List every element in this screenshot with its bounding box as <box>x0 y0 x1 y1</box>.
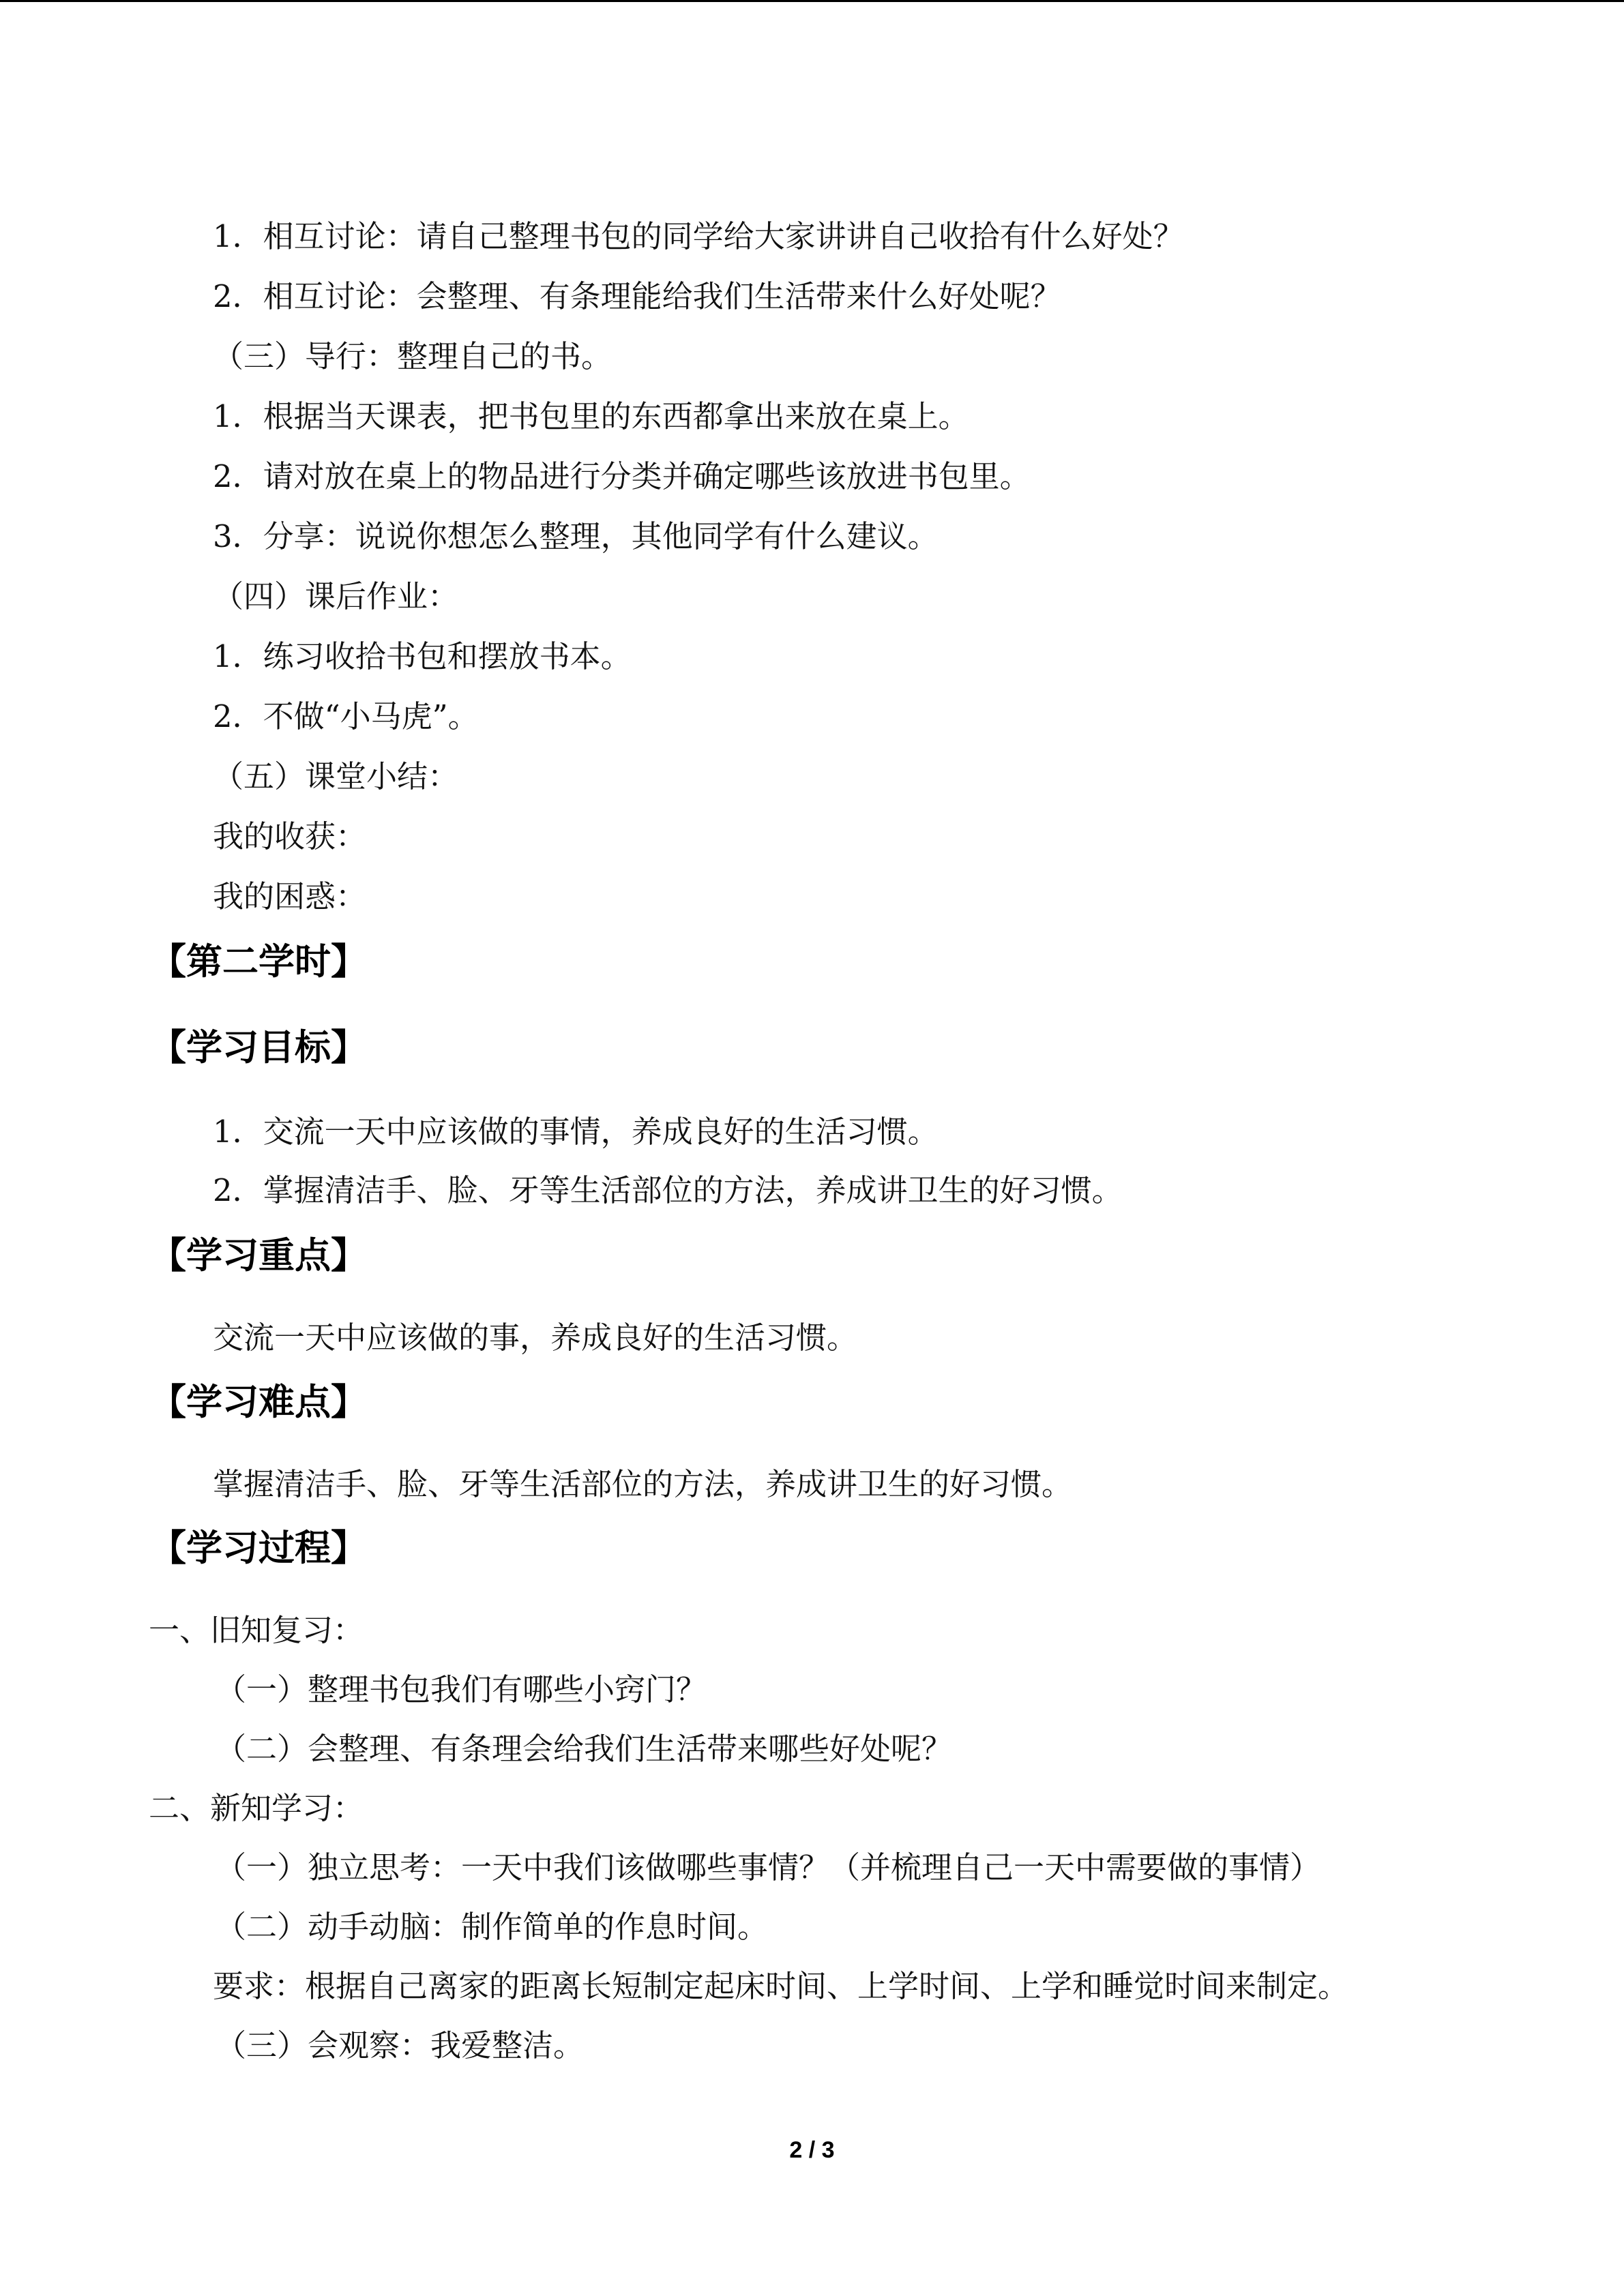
text-line: 1．交流一天中应该做的事情，养成良好的生活习惯。 <box>213 1114 939 1150</box>
text-line: 我的困惑： <box>213 878 367 914</box>
section-heading: 【学习难点】 <box>150 1382 367 1423</box>
section-heading: 【学习重点】 <box>150 1235 367 1277</box>
section-heading: 【学习目标】 <box>150 1027 367 1069</box>
text-line: 交流一天中应该做的事，养成良好的生活习惯。 <box>213 1320 858 1356</box>
text-line: 1．练习收拾书包和摆放书本。 <box>213 638 632 674</box>
text-line: 一、旧知复习： <box>149 1612 364 1648</box>
text-line: （一）独立思考：一天中我们该做哪些事情？（并梳理自己一天中需要做的事情） <box>216 1849 1321 1885</box>
text-line: （四）课后作业： <box>213 578 459 614</box>
text-line: 2．不做“小马虎”。 <box>213 698 479 734</box>
text-line: （一）整理书包我们有哪些小窍门？ <box>216 1671 707 1708</box>
text-line: 要求：根据自己离家的距离长短制定起床时间、上学时间、上学和睡觉时间来制定。 <box>213 1968 1349 2004</box>
text-line: （二）动手动脑：制作简单的作息时间。 <box>216 1909 769 1945</box>
section-heading: 【学习过程】 <box>150 1527 367 1569</box>
text-line: 掌握清洁手、脸、牙等生活部位的方法，养成讲卫生的好习惯。 <box>213 1466 1073 1502</box>
text-line: （二）会整理、有条理会给我们生活带来哪些好处呢？ <box>216 1731 953 1767</box>
text-line: 2．相互讨论：会整理、有条理能给我们生活带来什么好处呢？ <box>213 278 1061 314</box>
page-number: 2 / 3 <box>789 2137 835 2163</box>
section-heading: 【第二学时】 <box>150 941 367 983</box>
text-line: 1．根据当天课表，把书包里的东西都拿出来放在桌上。 <box>213 398 969 434</box>
text-line: （三）会观察：我爱整洁。 <box>216 2027 585 2063</box>
text-line: （五）课堂小结： <box>213 758 459 794</box>
text-line: 2．掌握清洁手、脸、牙等生活部位的方法，养成讲卫生的好习惯。 <box>213 1172 1123 1208</box>
text-line: 2．请对放在桌上的物品进行分类并确定哪些该放进书包里。 <box>213 458 1031 494</box>
text-line: 我的收获： <box>213 818 367 854</box>
text-line: 3．分享：说说你想怎么整理，其他同学有什么建议。 <box>213 518 939 554</box>
text-line: （三）导行：整理自己的书。 <box>213 338 612 374</box>
text-line: 二、新知学习： <box>149 1790 364 1826</box>
text-line: 1．相互讨论：请自己整理书包的同学给大家讲讲自己收拾有什么好处？ <box>213 218 1184 254</box>
